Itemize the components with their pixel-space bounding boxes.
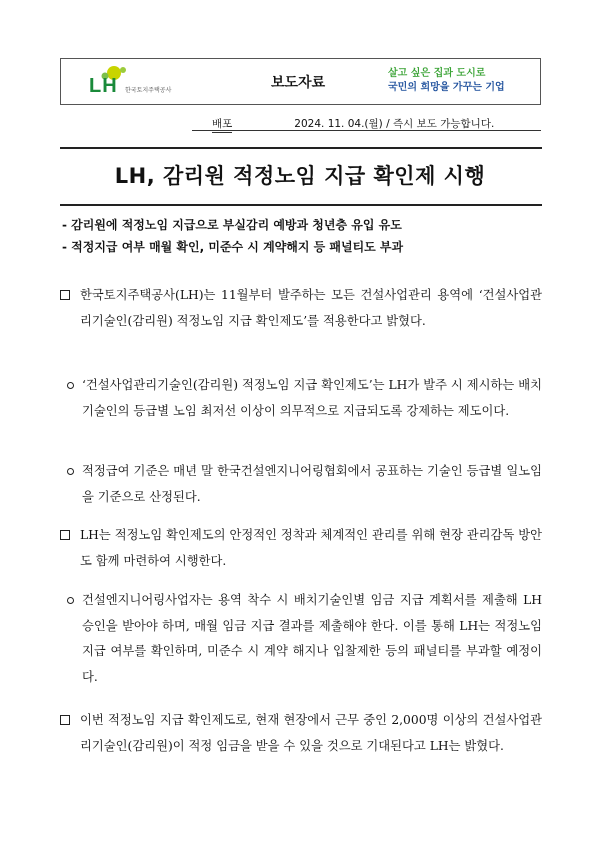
circle-bullet-icon xyxy=(67,382,74,389)
distribution-rule xyxy=(192,130,541,131)
slogan xyxy=(388,67,505,95)
embargo-text: 즉시 보도 가능합니다. xyxy=(393,118,495,130)
circle-bullet-icon xyxy=(67,468,74,475)
lh-logo xyxy=(89,67,214,99)
logo-text: LH xyxy=(89,75,118,97)
paragraph-5: 건설엔지니어링사업자는 용역 착수 시 배치기술인별 임금 지급 계획서를 제출해 LH 승인을 받아야 하며, 매월 임금 지급 결과를 제출해야 한다. 이를 통해 LH는 적정노임 지급 여부를 확인하며, 미준수 시 계약 해지나 입찰제한 등의 패널티를 부과할 예정이다. xyxy=(82,593,542,684)
paragraph-6: 이번 적정노임 지급 확인제도로, 현재 현장에서 근무 중인 2,000명 이상의 건설사업관리기술인(감리원)이 적정 임금을 받을 수 있을 것으로 기대된다고 LH는 밝혔다. xyxy=(80,713,542,753)
paragraph-3: 적정급여 기준은 매년 말 한국건설엔지니어링협회에서 공표하는 기술인 등급별 일노임을 기준으로 산정된다. xyxy=(82,464,542,504)
title-top-rule xyxy=(60,147,542,149)
logo-subtext: 한국토지주택공사 xyxy=(125,87,172,94)
paragraph-2: ‘건설사업관리기술인(감리원) 적정노임 지급 확인제도’는 LH가 발주 시 제시하는 배치기술인의 등급별 노임 최저선 이상이 의무적으로 지급되도록 강제하는 제도이다. xyxy=(82,378,542,418)
paragraph-4: LH는 적정노임 확인제도의 안정적인 정착과 체계적인 관리를 위해 현장 관리감독 방안도 함께 마련하여 시행한다. xyxy=(80,528,542,568)
square-bullet-icon xyxy=(60,715,70,725)
distribution-label: 배포 xyxy=(212,116,232,133)
square-bullet-icon xyxy=(60,290,70,300)
header-title: 보도자료 xyxy=(271,75,326,91)
press-release-header xyxy=(60,58,541,105)
paragraph-1: 한국토지주택공사(LH)는 11월부터 발주하는 모든 건설사업관리 용역에 ‘건설사업관리기술인(감리원) 적정노임 지급 확인제도’를 적용한다고 밝혔다. xyxy=(80,288,542,328)
circle-bullet-icon xyxy=(67,597,74,604)
square-bullet-icon xyxy=(60,530,70,540)
slogan-line-1: 살고 싶은 집과 도시로 xyxy=(388,68,486,79)
date-separator: / xyxy=(386,118,390,130)
subtitle-1: - 감리원에 적정노임 지급으로 부실감리 예방과 청년층 유입 유도 xyxy=(62,218,402,232)
slogan-line-2: 국민의 희망을 가꾸는 기업 xyxy=(388,82,505,93)
page-title: LH, 감리원 적정노임 지급 확인제 시행 xyxy=(114,164,486,188)
subtitle-2: - 적정지급 여부 매월 확인, 미준수 시 계약해지 등 패널티도 부과 xyxy=(62,240,404,254)
title-bottom-rule xyxy=(60,204,542,206)
release-date: 2024. 11. 04.(월) xyxy=(294,118,383,130)
